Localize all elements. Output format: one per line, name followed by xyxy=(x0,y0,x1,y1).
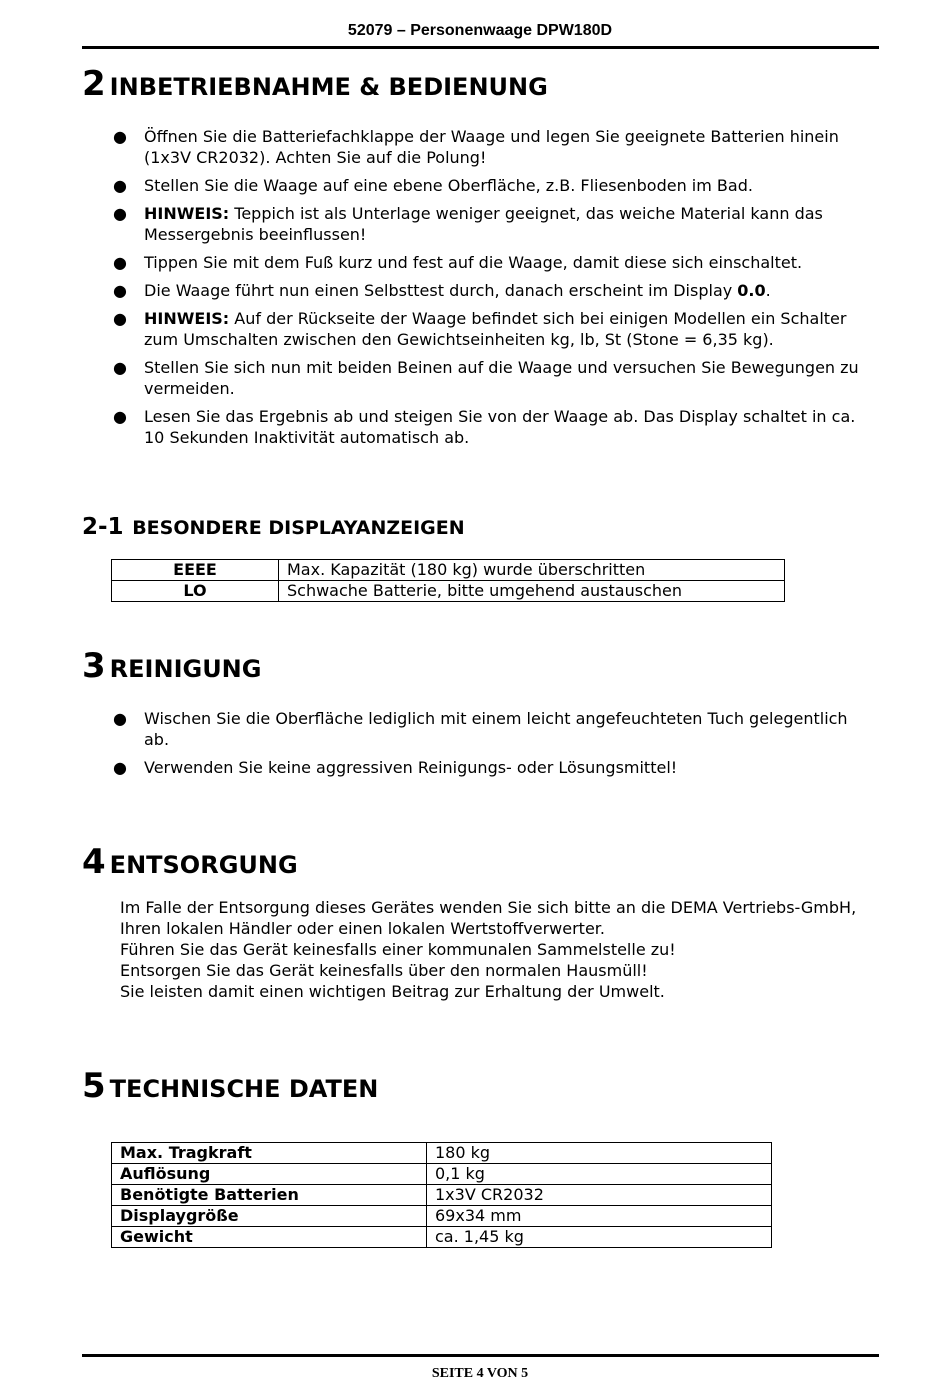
bullet-icon: ● xyxy=(113,358,127,377)
bullet-icon: ● xyxy=(113,176,127,195)
list-item: ● HINWEIS: Auf der Rückseite der Waage befindet sich bei einigen Modellen ein Schalter zum Umschalten zwischen den Gewichtseinheiten kg, lb, St (Stone = 6,35 kg). xyxy=(113,309,847,349)
spec-value: ca. 1,45 kg xyxy=(427,1227,772,1248)
section-number: 5 xyxy=(82,1066,106,1106)
section-title: INBETRIEBNAHME & BEDIENUNG xyxy=(109,73,548,101)
section-number: 2 xyxy=(82,64,106,104)
bullet-icon: ● xyxy=(113,127,127,146)
section-title: TECHNISCHE DATEN xyxy=(109,1075,379,1103)
disposal-text xyxy=(120,897,880,1002)
spec-value: 0,1 kg xyxy=(427,1164,772,1185)
list-item: ● Die Waage führt nun einen Selbsttest durch, danach erscheint im Display 0.0. xyxy=(113,281,771,300)
spec-label: Benötigte Batterien xyxy=(112,1185,427,1206)
page-number: SEITE 4 VON 5 xyxy=(431,1366,529,1381)
section-2-list xyxy=(0,126,874,455)
list-item: ● Stellen Sie die Waage auf eine ebene Oberfläche, z.B. Fliesenboden im Bad. xyxy=(113,176,753,195)
paragraph-line: Sie leisten damit einen wichtigen Beitrag zur Erhaltung der Umwelt. xyxy=(120,982,665,1001)
list-item: ● Wischen Sie die Oberfläche lediglich mit einem leicht angefeuchteten Tuch gelegentlich ab. xyxy=(113,709,848,749)
section-number: 4 xyxy=(82,842,106,882)
list-item: ● Stellen Sie sich nun mit beiden Beinen auf die Waage und versuchen Sie Bewegungen zu vermeiden. xyxy=(113,358,859,398)
table-row xyxy=(112,1164,772,1185)
table-row xyxy=(112,1185,772,1206)
paragraph-line: Führen Sie das Gerät keinesfalls einer kommunalen Sammelstelle zu! xyxy=(120,940,676,959)
footer-rule xyxy=(82,1354,879,1357)
section-2-1-heading xyxy=(82,514,465,540)
bullet-icon: ● xyxy=(113,204,127,223)
list-item: ● Tippen Sie mit dem Fuß kurz und fest auf die Waage, damit diese sich einschaltet. xyxy=(113,253,803,272)
section-2-heading xyxy=(82,64,548,104)
paragraph-line: Entsorgen Sie das Gerät keinesfalls über den normalen Hausmüll! xyxy=(120,961,648,980)
bullet-icon: ● xyxy=(113,758,127,777)
technical-data-table xyxy=(111,1142,772,1248)
section-3-heading xyxy=(82,646,261,686)
paragraph-line: Im Falle der Entsorgung dieses Gerätes wenden Sie sich bitte an die DEMA Vertriebs-GmbH, Ihren lokalen Händler oder einen lokalen Wertstoffverwerter. xyxy=(120,898,857,938)
bullet-icon: ● xyxy=(113,281,127,300)
bullet-icon: ● xyxy=(113,407,127,426)
list-item: ● Verwenden Sie keine aggressiven Reinigungs- oder Lösungsmittel! xyxy=(113,758,678,777)
section-4-heading xyxy=(82,842,298,882)
bullet-icon: ● xyxy=(113,709,127,728)
table-row xyxy=(112,1143,772,1164)
spec-label: Max. Tragkraft xyxy=(112,1143,427,1164)
header-rule xyxy=(82,46,879,49)
display-codes-table xyxy=(111,559,785,602)
list-item: ● Öffnen Sie die Batteriefachklappe der Waage und legen Sie geeignete Batterien hinein (1x3V CR2032). Achten Sie auf die Polung! xyxy=(113,127,839,167)
table-row xyxy=(112,581,785,602)
section-3-list xyxy=(0,708,874,785)
spec-label: Auflösung xyxy=(112,1164,427,1185)
spec-value: 1x3V CR2032 xyxy=(427,1185,772,1206)
display-code-description: Schwache Batterie, bitte umgehend austauschen xyxy=(279,581,785,602)
section-number: 2-1 xyxy=(82,514,124,540)
section-title: BESONDERE DISPLAYANZEIGEN xyxy=(132,517,465,539)
section-title: ENTSORGUNG xyxy=(109,851,298,879)
display-code: LO xyxy=(112,581,279,602)
display-code: EEEE xyxy=(112,560,279,581)
section-number: 3 xyxy=(82,646,106,686)
table-row xyxy=(112,1227,772,1248)
table-row xyxy=(112,560,785,581)
spec-value: 69x34 mm xyxy=(427,1206,772,1227)
bullet-icon: ● xyxy=(113,309,127,328)
page-header: 52079 – Personenwaage DPW180D xyxy=(347,22,613,39)
spec-label: Displaygröße xyxy=(112,1206,427,1227)
table-row xyxy=(112,1206,772,1227)
spec-label: Gewicht xyxy=(112,1227,427,1248)
display-code-description: Max. Kapazität (180 kg) wurde überschritten xyxy=(279,560,785,581)
spec-value: 180 kg xyxy=(427,1143,772,1164)
list-item: ● Lesen Sie das Ergebnis ab und steigen Sie von der Waage ab. Das Display schaltet in ca. 10 Sekunden Inaktivität automatisch ab. xyxy=(113,407,856,447)
section-title: REINIGUNG xyxy=(109,655,262,683)
bullet-icon: ● xyxy=(113,253,127,272)
list-item: ● HINWEIS: Teppich ist als Unterlage weniger geeignet, das weiche Material kann das Messergebnis beeinflussen! xyxy=(113,204,823,244)
section-5-heading xyxy=(82,1066,378,1106)
